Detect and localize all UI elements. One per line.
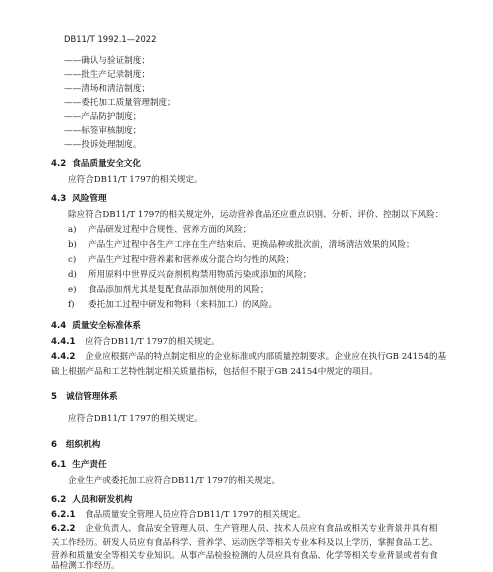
section-heading [51,440,100,451]
list-item [68,285,268,296]
paragraph [51,352,446,363]
paragraph [51,510,306,521]
list-item [68,225,251,236]
clause-text: 企业负责人、食品安全管理人员、生产管理人员、技术人员应有食品或相关专业背景并具有相 [85,524,438,534]
standard-id-header: DB11/T 1992.1—2022 [64,34,157,44]
clause-number: 4.4.1 [51,337,76,347]
list-text: 食品添加剂尤其是复配食品添加剂使用的风险； [88,285,269,295]
section-number: 4.2 [51,159,67,169]
section-heading [51,159,141,170]
list-marker: d) [68,270,77,280]
list-item [68,255,294,266]
list-item: ——标签审核制度； [64,126,142,136]
list-marker: c) [68,255,77,265]
list-marker: f) [68,300,75,310]
list-marker: b) [68,240,77,250]
list-item: ——投诉处理制度。 [64,140,142,150]
list-item: ——清场和清洁制度； [64,84,150,94]
list-marker: e) [68,285,77,295]
paragraph [51,524,437,535]
list-marker: a) [68,225,77,235]
section-title: 生产责任 [72,460,107,470]
list-item [68,300,277,311]
paragraph: 应符合DB11/T 1797的相关规定。 [68,175,203,185]
paragraph: 应符合DB11/T 1797的相关规定。 [68,414,203,424]
clause-text: 食品质量安全管理人员应符合DB11/T 1797的相关规定。 [85,510,306,520]
clause-number: 4.4.2 [51,352,76,362]
section-heading [51,392,118,403]
list-text: 产品生产过程中营养素和营养成分混合均匀性的风险； [88,255,295,265]
clause-number: 6.2.1 [51,510,76,520]
section-number: 5 [51,392,57,402]
paragraph-continuation: 品检测工作经历。 [51,561,120,571]
section-number: 4.3 [51,194,67,204]
list-text: 产品生产过程中各生产工序在生产结束后、更换品种或批次前，清场清洁效果的风险； [88,240,415,250]
list-item: ——确认与验证制度； [64,56,150,66]
paragraph-continuation: 础上根据产品和工艺特性制定相关质量指标，包括但不限于GB 24154中规定的项目。 [51,367,378,377]
paragraph-continuation: 关工作经历。研发人员应有食品科学、营养学、运动医学等相关专业本科及以上学历，掌握食品工艺、 [51,538,438,548]
list-item: ——产品防护制度； [64,112,142,122]
section-number: 4.4 [51,321,67,331]
list-text: 产品研发过程中合规性、营养方面的风险； [88,225,252,235]
list-text: 所用原料中世界反兴奋剂机构禁用物质污染或添加的风险； [88,270,312,280]
section-title: 食品质量安全文化 [72,159,141,169]
section-heading [51,495,132,506]
section-title: 人员和研发机构 [72,495,133,505]
paragraph-continuation: 营养和质量安全等相关专业知识。从事产品检验检测的人员应具有食品、化学等相关专业背景或者有食 [51,551,438,561]
section-number: 6 [51,440,57,450]
section-heading [51,321,141,332]
section-number: 6.1 [51,460,67,470]
section-title: 质量安全标准体系 [72,321,141,331]
list-item: ——委托加工质量管理制度； [64,98,176,108]
section-title: 风险管理 [72,194,107,204]
clause-number: 6.2.2 [51,524,76,534]
section-number: 6.2 [51,495,67,505]
list-text: 委托加工过程中研发和物料（来料加工）的风险。 [88,300,278,310]
list-item [68,240,415,251]
section-title: 组织机构 [65,440,101,450]
list-item: ——批生产记录制度； [64,70,150,80]
paragraph: 企业生产或委托加工应符合DB11/T 1797的相关规定。 [68,476,281,486]
clause-text: 企业应根据产品的特点制定相应的企业标准或内部质量控制要求。企业应在执行GB 24154的基 [85,352,447,362]
clause-text: 应符合DB11/T 1797的相关规定。 [85,337,220,347]
section-heading [51,460,107,471]
paragraph [51,337,220,348]
section-heading [51,194,107,205]
list-item [68,270,311,281]
paragraph: 除应符合DB11/T 1797的相关规定外，运动营养食品还应重点识别、分析、评价、控制以下风险： [68,210,444,220]
section-title: 诚信管理体系 [65,392,118,402]
